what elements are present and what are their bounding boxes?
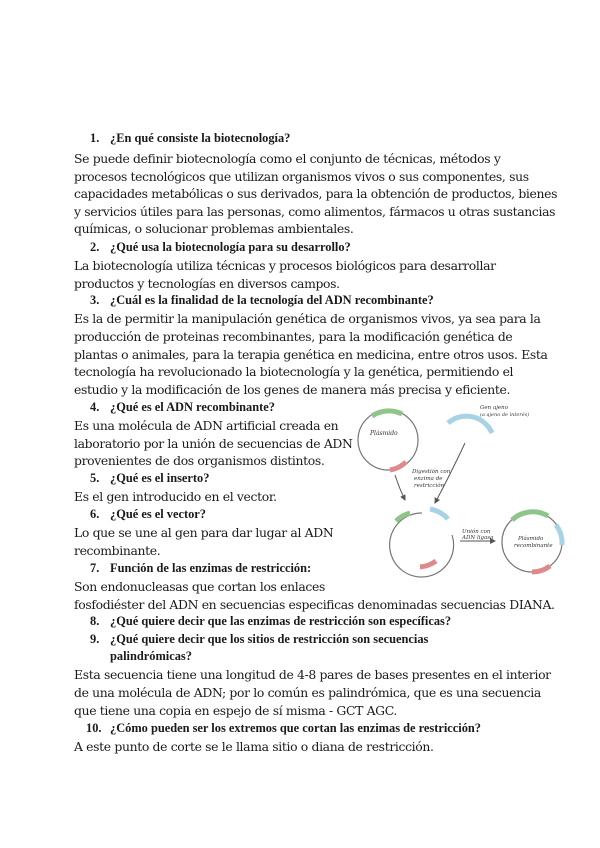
cut-label: restricción	[414, 483, 445, 489]
recombinant-plasmid	[502, 512, 562, 572]
plasmid-circle	[358, 410, 418, 470]
answer-line: Se puede definir biotecnología como el conjunto de técnicas, métodos y	[74, 151, 501, 166]
answer-line: provenientes de dos organismos distintos.	[74, 453, 325, 468]
answer-line: laboratorio por la unión de secuencias de ADN	[74, 435, 353, 451]
ligase-label: ADN ligasa	[462, 535, 494, 541]
question-8: 8. ¿Qué quiere decir que las enzimas de restricción son específicas?	[90, 614, 452, 628]
question-5: 5. ¿Qué es el inserto?	[90, 471, 210, 485]
arrow	[395, 475, 405, 500]
answer-line: químicas, o solucionar problemas ambientales.	[74, 221, 354, 236]
recombinant-dna-diagram	[340, 395, 570, 585]
question-1: 1. ¿En qué consiste la biotecnología?	[90, 131, 291, 145]
answer-line: Es el gen introducido en el vector.	[74, 489, 277, 504]
foreign-gene	[448, 405, 529, 433]
recombinant-label: Plásmido	[518, 536, 544, 542]
question-6: 6. ¿Qué es el vector?	[90, 507, 206, 521]
question-7: 7. Función de las enzimas de restricción:	[90, 561, 312, 575]
answer-line: que tiene una copia en espejo de sí misma - GCT AGC.	[74, 702, 398, 718]
cut-plasmid	[390, 509, 454, 577]
cut-label: enzima de	[414, 476, 443, 482]
gene-label: Gen ajeno	[480, 405, 509, 411]
question-2: 2. ¿Qué usa la biotecnología para su desarrollo?	[90, 240, 351, 254]
question-9-continued: palindrómicas?	[110, 649, 192, 663]
answer-line: procesos tecnológicos que utilizan organismos vivos o sus componentes, sus	[74, 168, 529, 184]
answer-line: tecnología ha revolucionado la biotecnología y la genética, permitiendo el	[74, 364, 514, 379]
gene-label-2: (a ajeno de interés)	[480, 412, 530, 418]
answer-line: Son endonucleasas que cortan los enlaces	[74, 579, 326, 594]
answer-line: A este punto de corte se le llama sitio o diana de restricción.	[74, 739, 434, 754]
answer-line: fosfodiéster del ADN en secuencias especificas denominadas secuencias DIANA.	[74, 596, 555, 612]
answer-line: productos y tecnologías en diversos campos.	[74, 275, 340, 291]
answer-line: Lo que se une al gen para dar lugar al ADN	[74, 525, 334, 540]
question-9: 9. ¿Qué quiere decir que los sitios de restricción son secuencias	[90, 632, 429, 646]
question-3: 3. ¿Cuál es la finalidad de la tecnología del ADN recombinante?	[90, 293, 434, 307]
answer-line: capacidades metabólicas o sus derivados, para la obtención de productos, bienes	[74, 186, 558, 201]
answer-line: recombinante.	[74, 542, 161, 558]
answer-line: La biotecnología utiliza técnicas y procesos biológicos para desarrollar	[74, 258, 496, 273]
answer-line: y servicios útiles para las personas, como alimentos, fármacos u otras sustancias	[74, 203, 556, 219]
answer-line: de una molécula de ADN; por lo común es palindrómica, que es una secuencia	[74, 685, 541, 700]
answer-line: estudio y la modificación de los genes de manera más precisa y eficiente.	[74, 381, 511, 397]
question-10: 10. ¿Cómo pueden ser los extremos que cortan las enzimas de restricción?	[86, 721, 481, 735]
plasmid-label: Plásmido	[370, 430, 398, 437]
recombinant-label: recombinante	[514, 543, 553, 549]
answer-line: Es una molécula de ADN artificial creada en	[74, 418, 339, 433]
answer-line: producción de proteinas recombinantes, para la modificación genética de	[74, 329, 513, 344]
cut-label: Digestión con	[412, 469, 451, 475]
answer-line: Esta secuencia tiene una longitud de 4-8 pares de bases presentes en el interior	[74, 667, 551, 682]
answer-line: Es la de permitir la manipulación genética de organismos vivos, ya sea para la	[74, 311, 541, 326]
answer-line: plantas o animales, para la terapia genética en medicina, entre otros usos. Esta	[74, 346, 548, 362]
ligase-label: Unión con	[462, 529, 491, 535]
question-4: 4. ¿Qué es el ADN recombinante?	[90, 400, 275, 414]
